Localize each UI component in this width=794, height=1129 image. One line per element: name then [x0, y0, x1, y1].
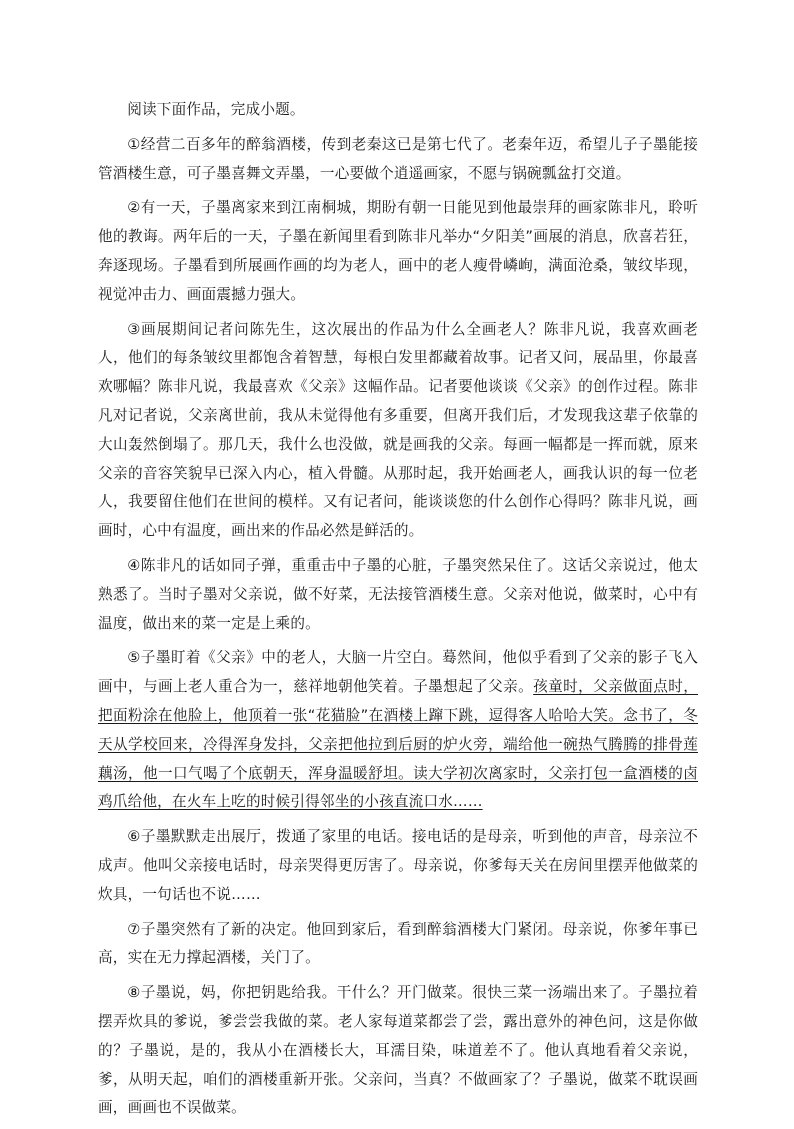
paragraph-6: ⑥子墨默默走出展厅，拨通了家里的电话。接电话的是母亲，听到他的声音，母亲泣不成声。他叫父亲接电话时，母亲哭得更厉害了。母亲说，你爹每天关在房间里摆弄他做菜的炊具，一句话也不说…… [98, 828, 698, 903]
paragraph-5-underlined-passage: 孩童时，父亲做面点时，把面粉涂在他脸上，他顶着一张“花猫脸”在酒楼上蹿下跳，逗得客人哈哈大笑。念书了，冬天从学校回来，冷得浑身发抖，父亲把他拉到后厨的炉火旁，端给他一碗热气腾腾的排骨莲藕汤，他一口气喝了个底朝天，浑身温暖舒坦。读大学初次离家时，父亲打包一盒酒楼的卤鸡爪给他，在火车上吃的时候引得邻坐的小孩直流口水…… [98, 678, 698, 811]
paragraph-3: ③画展期间记者问陈先生，这次展出的作品为什么全画老人？陈非凡说，我喜欢画老人，他们的每条皱纹里都饱含着智慧，每根白发里都藏着故事。记者又问，展品里，你最喜欢哪幅？陈非凡说，我最喜欢《父亲》这幅作品。记者要他谈谈《父亲》的创作过程。陈非凡对记者说，父亲离世前，我从未觉得他有多重要，但离开我们后，才发现我这辈子依靠的大山轰然倒塌了。那几天，我什么也没做，就是画我的父亲。每画一幅都是一挥而就，原来父亲的音容笑貌早已深入内心，植入骨髓。从那时起，我开始画老人，画我认识的每一位老人，我要留住他们在世间的模样。又有记者问，能谈谈您的什么创作心得吗？陈非凡说，画画时，心中有温度，画出来的作品必然是鲜活的。 [98, 320, 698, 540]
paragraph-8: ⑧子墨说，妈，你把钥匙给我。干什么？开门做菜。很快三菜一汤端出来了。子墨拉着摆弄炊具的爹说，爹尝尝我做的菜。老人家每道菜都尝了尝，露出意外的神色问，这是你做的？子墨说，是的，我从小在酒楼长大，耳濡目染，味道差不了。他认真地看着父亲说，爹，从明天起，咱们的酒楼重新开张。父亲问，当真？不做画家了？子墨说，做菜不耽误画画，画画也不误做菜。 [98, 984, 698, 1117]
paragraph-5-text: ⑤子墨盯着《父亲》中的老人，大脑一片空白。蓦然间，他似乎看到了父亲的影子飞入画中，与画上老人重合为一，慈祥地朝他笑着。子墨想起了父亲。 [98, 649, 698, 696]
instruction-line: 阅读下面作品，完成小题。 [127, 101, 305, 118]
document-body [98, 96, 698, 1129]
paragraph-2: ②有一天，子墨离家来到江南桐城，期盼有朝一日能见到他最崇拜的画家陈非凡，聆听他的教诲。两年后的一天，子墨在新闻里看到陈非凡举办“夕阳美”画展的消息，欣喜若狂，奔逐现场。子墨看到所展画作画的均为老人，画中的老人瘦骨嶙峋，满面沧桑，皱纹毕现，视觉冲击力、画面震撼力强大。 [98, 199, 698, 303]
paragraph-4: ④陈非凡的话如同子弹，重重击中子墨的心脏，子墨突然呆住了。这话父亲说过，他太熟悉了。当时子墨对父亲说，做不好菜，无法接管酒楼生意。父亲对他说，做菜时，心中有温度，做出来的菜一定是上乘的。 [98, 556, 698, 632]
paragraph-5 [98, 644, 698, 817]
paragraph-1: ①经营二百多年的醉翁酒楼，传到老秦这已是第七代了。老秦年迈，希望儿子子墨能接管酒楼生意，可子墨喜舞文弄墨，一心要做个逍遥画家，不愿与锅碗瓢盆打交道。 [98, 135, 698, 182]
paragraph-7: ⑦子墨突然有了新的决定。他回到家后，看到醉翁酒楼大门紧闭。母亲说，你爹年事已高，实在无力撑起酒楼，关门了。 [98, 920, 698, 967]
